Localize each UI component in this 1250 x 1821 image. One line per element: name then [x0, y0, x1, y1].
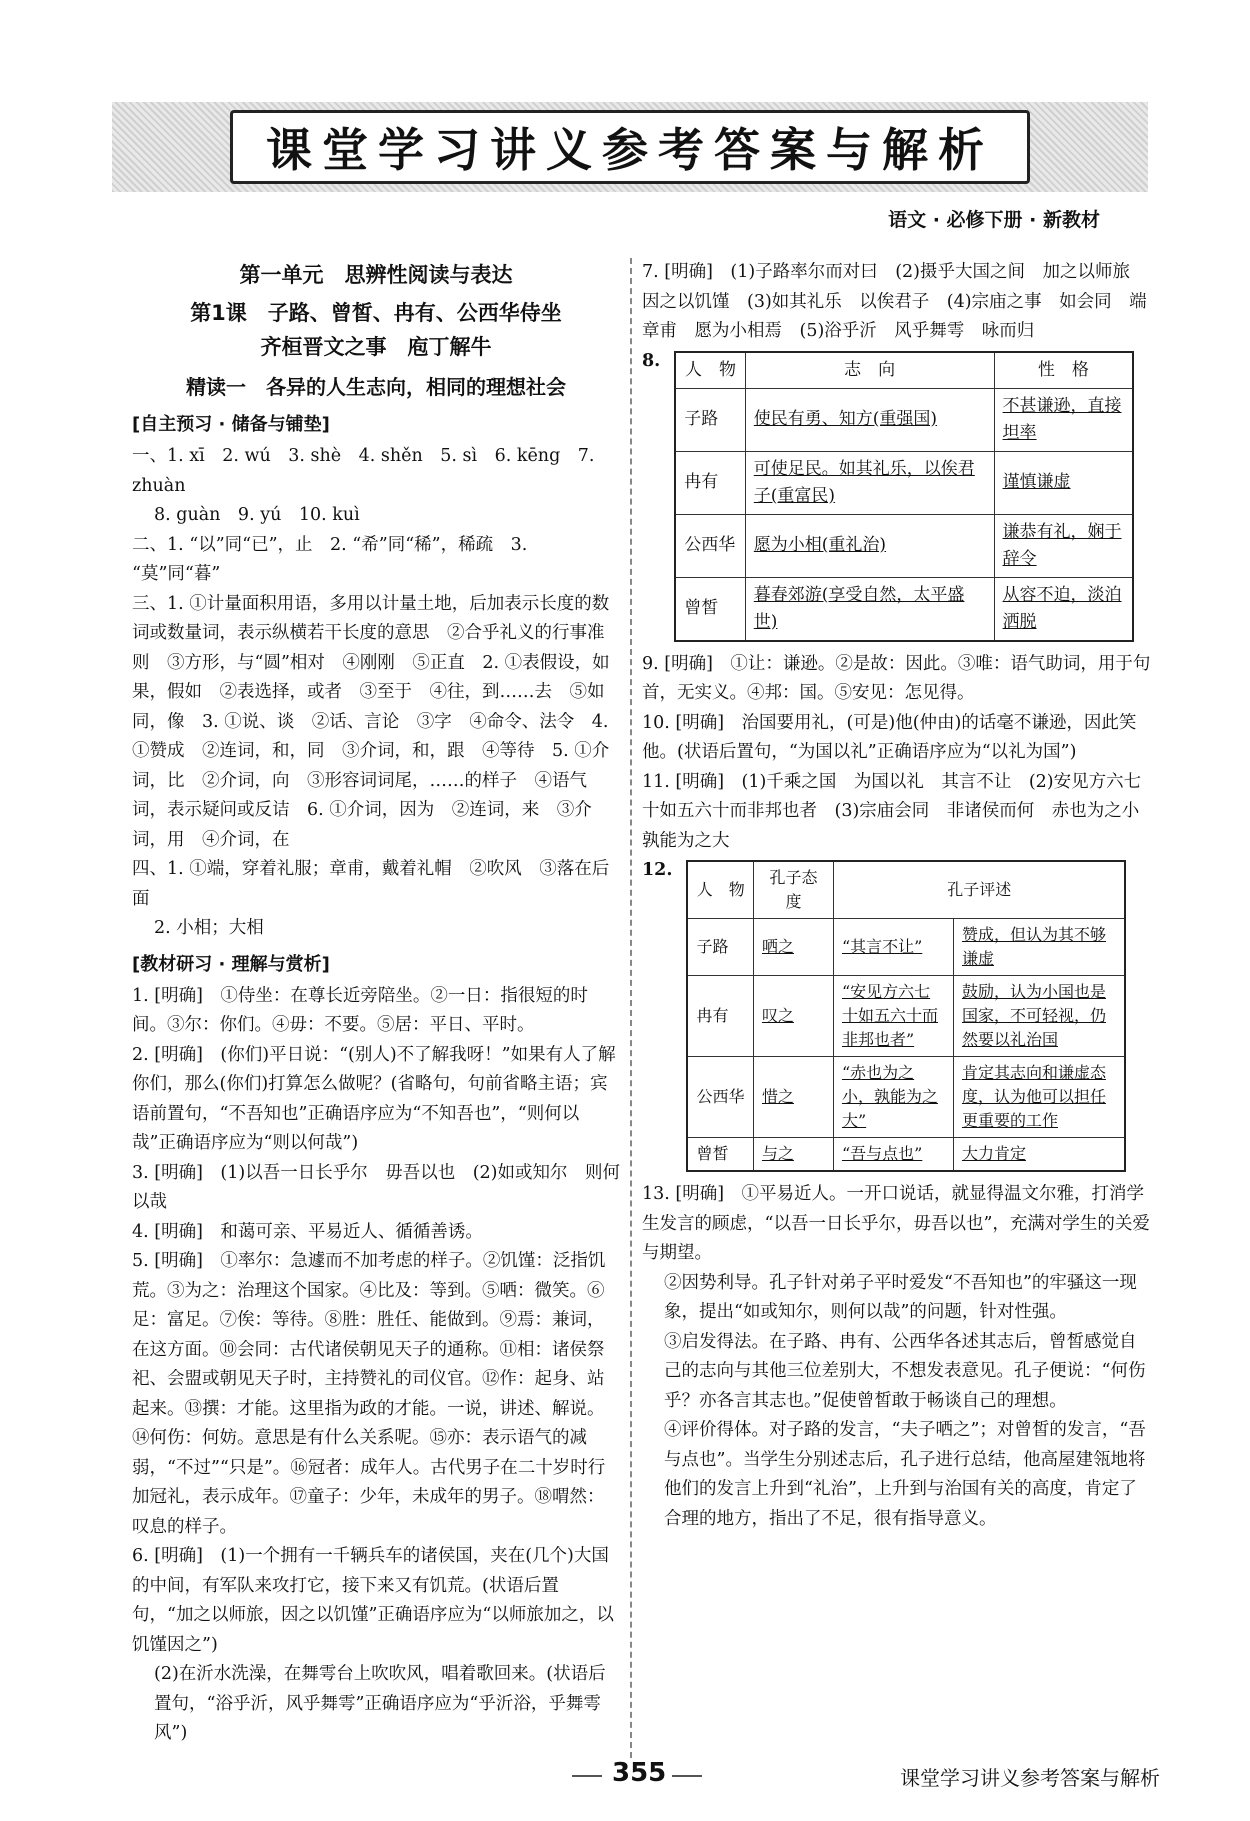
answer-item: ③启发得法。在子路、冉有、公西华各述其志后，曾皙感觉自己的志向与其他三位差别大，不想发表意见。孔子便说：“何伤乎？亦各言其志也。”促使曾皙敢于畅谈自己的理想。 — [664, 1331, 1146, 1411]
footer-title: 课堂学习讲义参考答案与解析 — [900, 1766, 1160, 1790]
table-cell: 赞成，但认为其不够谦虚 — [953, 919, 1125, 976]
paragraph: 2. 小相；大相 — [154, 918, 264, 938]
table-cell: 与之 — [753, 1138, 833, 1172]
answer-item: 13. [明确] ①平易近人。一开口说话，就显得温文尔雅，打消学生发言的顾虑，“以吾一日长乎尔，毋吾以也”，充满对学生的关爱与期望。 — [642, 1184, 1150, 1263]
table-row — [675, 388, 1133, 451]
table-header-cell: 性 格 — [994, 352, 1133, 389]
table-row — [675, 577, 1133, 641]
table-cell: 谦恭有礼，娴于辞令 — [994, 514, 1133, 577]
table-cell: 可使足民。如其礼乐，以俟君子(重富民) — [745, 451, 994, 514]
table-row — [687, 976, 1125, 1057]
table-row — [687, 1138, 1125, 1172]
table-cell: 曾皙 — [687, 1138, 753, 1172]
answer-item: 10. [明确] 治国要用礼，(可是)他(仲由)的话毫不谦逊，因此笑他。(状语后置句，“为国以礼”正确语序应为“以礼为国”) — [642, 712, 1137, 762]
table-header-cell: 人 物 — [675, 352, 745, 389]
table-cell: “安见方六七十如五六十而非邦也者” — [833, 976, 953, 1057]
table-cell: 肯定其志向和谦虚态度，认为他可以担任更重要的工作 — [953, 1057, 1125, 1138]
table-cell: 子路 — [675, 388, 745, 451]
lesson-title-2: 齐桓晋文之事 庖丁解牛 — [260, 335, 492, 359]
lesson-title-1: 第1课 子路、曾皙、冉有、公西华侍坐 — [190, 301, 562, 325]
paragraph: 三、1. ①计量面积用语，多用以计量土地，后加表示长度的数词或数量词，表示纵横若干长度的意思 ②合乎礼义的行事准则 ③方形，与“圆”相对 ④刚刚 ⑤正直 2. ①表假设，如果，假如 ②表选择，或者 ③至于 ④往，到……去 ⑤如同，像 3. ①说、谈 ②话、言论 ③字 ④命令、法令 4. ①赞成 ②连词，和，同 ③介词，和，跟 ④等待 5. ①介词，比 ②介词，向 ③形容词词尾，……的样子 ④语气词，表示疑问或反诘 6. ①介词，因为 ②连词，来 ③介词，用 ④介词，在 — [132, 593, 610, 850]
table-cell: “其言不让” — [833, 919, 953, 976]
table-cell: 子路 — [687, 919, 753, 976]
answer-item: ④评价得体。对子路的发言，“夫子哂之”；对曾皙的发言，“吾与点也”。当学生分别述志后，孔子进行总结，他高屋建瓴地将他们的发言上升到“礼治”，上升到与治国有关的高度，肯定了合理的地方，指出了不足，很有指导意义。 — [664, 1420, 1146, 1529]
question-number: 12. — [642, 860, 673, 880]
table-cell: 暮春郊游(享受自然，太平盛世) — [745, 577, 994, 641]
paragraph: 四、1. ①端，穿着礼服；章甫，戴着礼帽 ②吹风 ③落在后面 — [132, 859, 610, 909]
table-cell: 使民有勇、知方(重强国) — [745, 388, 994, 451]
answer-item: 5. [明确] ①率尔：急遽而不加考虑的样子。②饥馑：泛指饥荒。③为之：治理这个国家。④比及：等到。⑤哂：微笑。⑥足：富足。⑦俟：等待。⑧胜：胜任、能做到。⑨焉：兼词，在这方面。⑩会同：古代诸侯朝见天子的通称。⑪相：诸侯祭祀、会盟或朝见天子时，主持赞礼的司仪官。⑫作：起身、站起来。⑬撰：才能。这里指为政的才能。一说，讲述、解说。⑭何伤：何妨。意思是有什么关系呢。⑮亦：表示语气的减弱，“不过”“只是”。⑯冠者：成年人。古代男子在二十岁时行加冠礼，表示成年。⑰童子：少年，未成年的男子。⑱喟然：叹息的样子。 — [132, 1251, 606, 1537]
table-cell: 哂之 — [753, 919, 833, 976]
table-cell: 曾皙 — [675, 577, 745, 641]
table-header-row — [687, 861, 1125, 919]
table-cell: 鼓励，认为小国也是国家，不可轻视，仍然要以礼治国 — [953, 976, 1125, 1057]
column-divider — [630, 258, 632, 1758]
table-header-cell: 孔子评述 — [833, 861, 1125, 919]
right-column — [642, 258, 1157, 1534]
answer-item: ②因势利导。孔子针对弟子平时爱发“不吾知也”的牢骚这一现象，提出“如或知尔，则何以哉”的问题，针对性强。 — [664, 1272, 1137, 1322]
question-8 — [642, 347, 1152, 650]
table-cell: 惜之 — [753, 1057, 833, 1138]
table-cell: 愿为小相(重礼治) — [745, 514, 994, 577]
section-heading-study: [教材研习 · 理解与赏析] — [132, 953, 330, 975]
answer-item: 7. [明确] (1)子路率尔而对曰 (2)摄乎大国之间 加之以师旅 因之以饥馑 (3)如其礼乐 以俟君子 (4)宗庙之事 如会同 端章甫 愿为小相焉 (5)浴乎沂 风乎舞雩 咏而归 — [642, 262, 1148, 341]
answer-item: 1. [明确] ①侍坐：在尊长近旁陪坐。②一日：指很短的时间。③尔：你们。④毋：不要。⑤居：平日、平时。 — [132, 985, 588, 1035]
table-header-cell: 孔子态度 — [753, 861, 833, 919]
subject-label: 语文 · 必修下册 · 新教材 — [888, 209, 1100, 231]
answer-item: 2. [明确] (你们)平日说：“(别人)不了解我呀！”如果有人了解你们，那么(你们)打算怎么做呢？(省略句，句前省略主语；宾语前置句，“不吾知也”正确语序应为“不知吾也”，“则何以哉”正确语序应为“则以何哉”) — [132, 1044, 616, 1153]
table-row — [687, 1057, 1125, 1138]
table-aspirations — [674, 351, 1134, 642]
table-row — [675, 451, 1133, 514]
question-12 — [642, 856, 1152, 1180]
answer-item: 6. [明确] (1)一个拥有一千辆兵车的诸侯国，夹在(几个)大国的中间，有军队来攻打它，接下来又有饥荒。(状语后置句，“加之以师旅，因之以饥馑”正确语序应为“以师旅加之，以饥馑因之”) — [132, 1546, 614, 1655]
section-heading-preview: [自主预习 · 储备与铺垫] — [132, 414, 330, 435]
table-cell: “赤也为之小，孰能为之大” — [833, 1057, 953, 1138]
table-cell: 公西华 — [675, 514, 745, 577]
table-cell: 叹之 — [753, 976, 833, 1057]
table-row — [675, 514, 1133, 577]
table-cell: 大力肯定 — [953, 1138, 1125, 1172]
answer-item: 11. [明确] (1)千乘之国 为国以礼 其言不让 (2)安见方六七十如五六十而非邦也者 (3)宗庙会同 非诸侯而何 赤也为之小 孰能为之大 — [642, 771, 1157, 851]
table-cell: 谨慎谦虚 — [994, 451, 1133, 514]
table-cell: 不甚谦逊，直接坦率 — [994, 388, 1133, 451]
unit-title: 第一单元 思辨性阅读与表达 — [239, 263, 513, 287]
table-header-cell: 人 物 — [687, 861, 753, 919]
table-row — [687, 919, 1125, 976]
paragraph: 二、1. “以”同“已”，止 2. “希”同“稀”，稀疏 3. “莫”同“暮” — [132, 534, 528, 584]
table-header-cell: 志 向 — [745, 352, 994, 389]
table-cell: “吾与点也” — [833, 1138, 953, 1172]
table-cell: 公西华 — [687, 1057, 753, 1138]
answer-item: 4. [明确] 和蔼可亲、平易近人、循循善诱。 — [132, 1221, 483, 1242]
footer-dash — [672, 1775, 702, 1777]
paragraph: 一、1. xī 2. wú 3. shè 4. shěn 5. sì 6. kēng 7. zhuàn — [132, 446, 595, 496]
table-confucius-comments — [686, 860, 1126, 1172]
page-number: 355 — [612, 1758, 667, 1788]
reading-title: 精读一 各异的人生志向，相同的理想社会 — [186, 375, 566, 399]
question-number: 8. — [642, 350, 661, 371]
left-column — [132, 258, 620, 1749]
answer-item: (2)在沂水洗澡，在舞雩台上吹吹风，唱着歌回来。(状语后置句，“浴乎沂，风乎舞雩”正确语序应为“乎沂浴，乎舞雩风”) — [154, 1664, 606, 1743]
footer-dash — [572, 1775, 602, 1777]
table-header-row — [675, 352, 1133, 389]
answer-item: 3. [明确] (1)以吾一日长乎尔 毋吾以也 (2)如或知尔 则何以哉 — [132, 1162, 620, 1212]
table-cell: 冉有 — [675, 451, 745, 514]
banner-title: 课堂学习讲义参考答案与解析 — [230, 110, 1030, 184]
table-cell: 冉有 — [687, 976, 753, 1057]
header-banner — [112, 102, 1148, 192]
answer-item: 9. [明确] ①让：谦逊。②是故：因此。③唯：语气助词，用于句首，无实义。④邦：国。⑤安见：怎见得。 — [642, 653, 1151, 703]
table-cell: 从容不迫，淡泊洒脱 — [994, 577, 1133, 641]
paragraph: 8. guàn 9. yú 10. kuì — [154, 505, 360, 525]
